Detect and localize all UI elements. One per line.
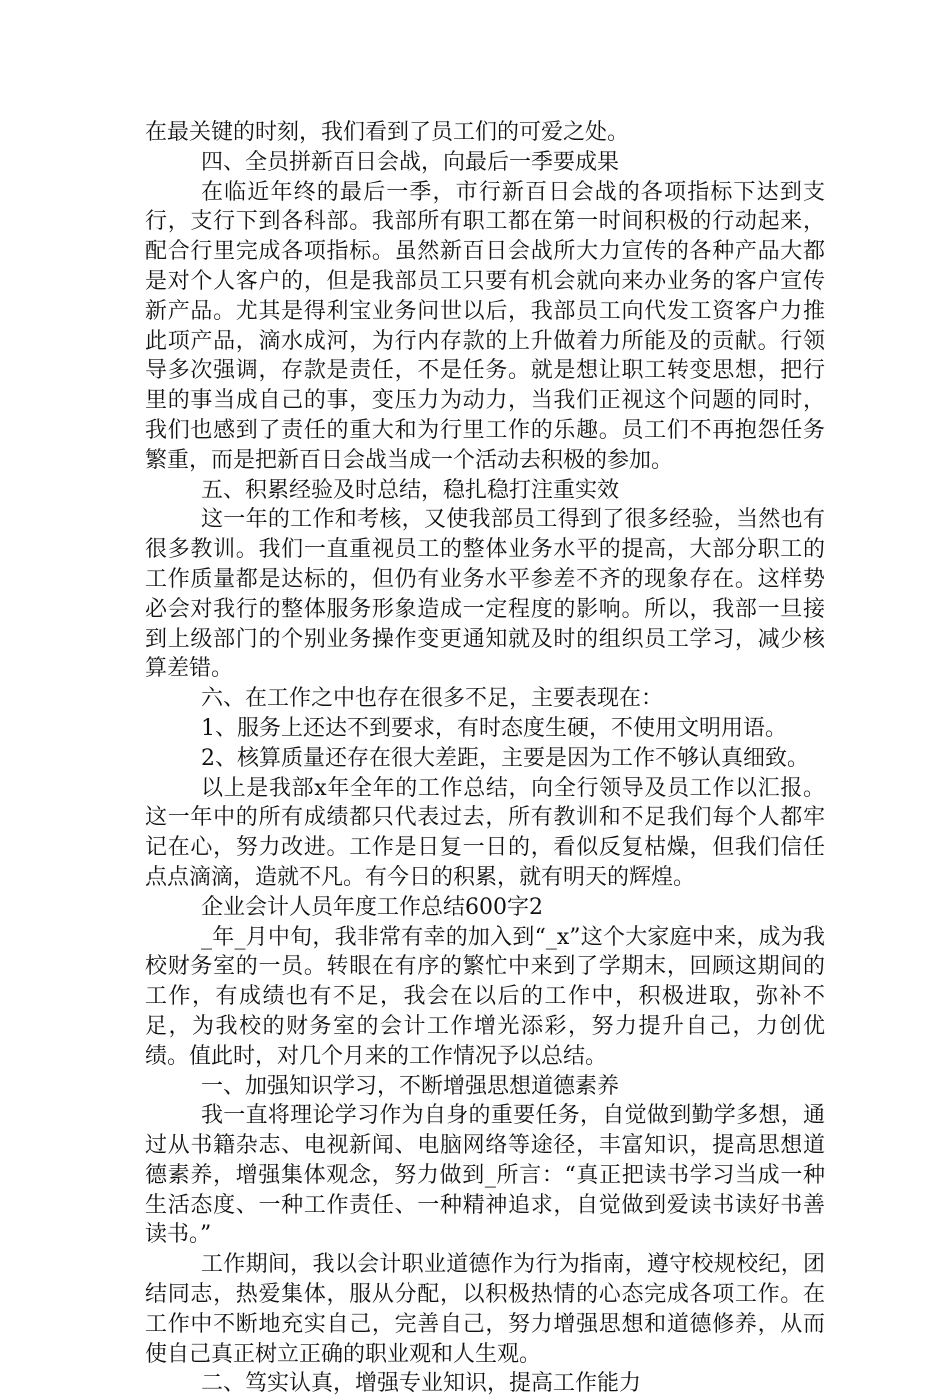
paragraph-5: 这一年的工作和考核，又使我部员工得到了很多经验，当然也有很多教训。我们一直重视员工的整体业务水平的提高，大部分职工的工作质量都是达标的，但仍有业务水平参差不齐的现象存在。这样势必会对我行的整体服务形象造成一定程度的影响。所以，我部一旦接到上级部门的个别业务操作变更通知就及时的组织员工学习，减少核算差错。 [145,507,825,682]
paragraph-14: 工作期间，我以会计职业道德作为行为指南，遵守校规校纪，团结同志，热爱集体，服从分配，以积极热情的心态完成各项工作。在工作中不断地充实自己，完善自己，努力增强思想和道德修养，从而使自己真正树立正确的职业观和人生观。 [145,1252,825,1367]
document-page [145,118,825,1399]
paragraph-3: 在临近年终的最后一季，市行新百日会战的各项指标下达到支行，支行下到各科部。我部所有职工都在第一时间积极的行动起来，配合行里完成各项指标。虽然新百日会战所大力宣传的各种产品大都是对个人客户的，但是我部员工只要有机会就向来办业务的客户宣传新产品。尤其是得利宝业务问世以后，我部员工向代发工资客户力推此项产品，滴水成河，为行内存款的上升做着力所能及的贡献。行领导多次强调，存款是责任，不是任务。就是想让职工转变思想，把行里的事当成自己的事，变压力为动力，当我们正视这个问题的同时，我们也感到了责任的重大和为行里工作的乐趣。员工们不再抱怨任务繁重，而是把新百日会战当成一个活动去积极的参加。 [145,179,825,473]
document-subtitle: 企业会计人员年度工作总结600字2 [201,894,543,920]
paragraph-13: 我一直将理论学习作为自身的重要任务，自觉做到勤学多想，通过从书籍杂志、电视新闻、电脑网络等途径，丰富知识，提高思想道德素养，增强集体观念，努力做到_所言：“真正把读书学习当成一种生活态度、一种工作责任、一种精神追求，自觉做到爱读书读好书善读书。” [145,1103,825,1248]
section-heading-5: 五、积累经验及时总结，稳扎稳打注重实效 [201,477,620,503]
section-heading-2: 二、笃实认真，增强专业知识，提高工作能力 [201,1371,642,1397]
paragraph-1: 在最关键的时刻，我们看到了员工们的可爱之处。 [145,120,630,145]
paragraph-9: 以上是我部x年全年的工作总结，向全行领导及员工作以汇报。这一年中的所有成绩都只代表过去，所有教训和不足我们每个人都牢记在心，努力改进。工作是日复一日的，看似反复枯燥，但我们信任点点滴滴，造就不凡。有今日的积累，就有明天的辉煌。 [145,775,825,890]
list-item-2: 2、核算质量还存在很大差距，主要是因为工作不够认真细致。 [201,745,809,771]
section-heading-1: 一、加强知识学习，不断增强思想道德素养 [201,1073,620,1099]
section-heading-6: 六、在工作之中也存在很多不足，主要表现在： [201,686,664,712]
list-item-1: 1、服务上还达不到要求，有时态度生硬，不使用文明用语。 [201,715,787,741]
section-heading-4: 四、全员拼新百日会战，向最后一季要成果 [201,149,620,175]
paragraph-11: _年_月中旬，我非常有幸的加入到“_x”这个大家庭中来，成为我校财务室的一员。转眼在有序的繁忙中来到了学期末，回顾这期间的工作，有成绩也有不足，我会在以后的工作中，积极进取，弥补不足，为我校的财务室的会计工作增光添彩，努力提升自己，力创优绩。值此时，对几个月来的工作情况予以总结。 [145,924,825,1069]
